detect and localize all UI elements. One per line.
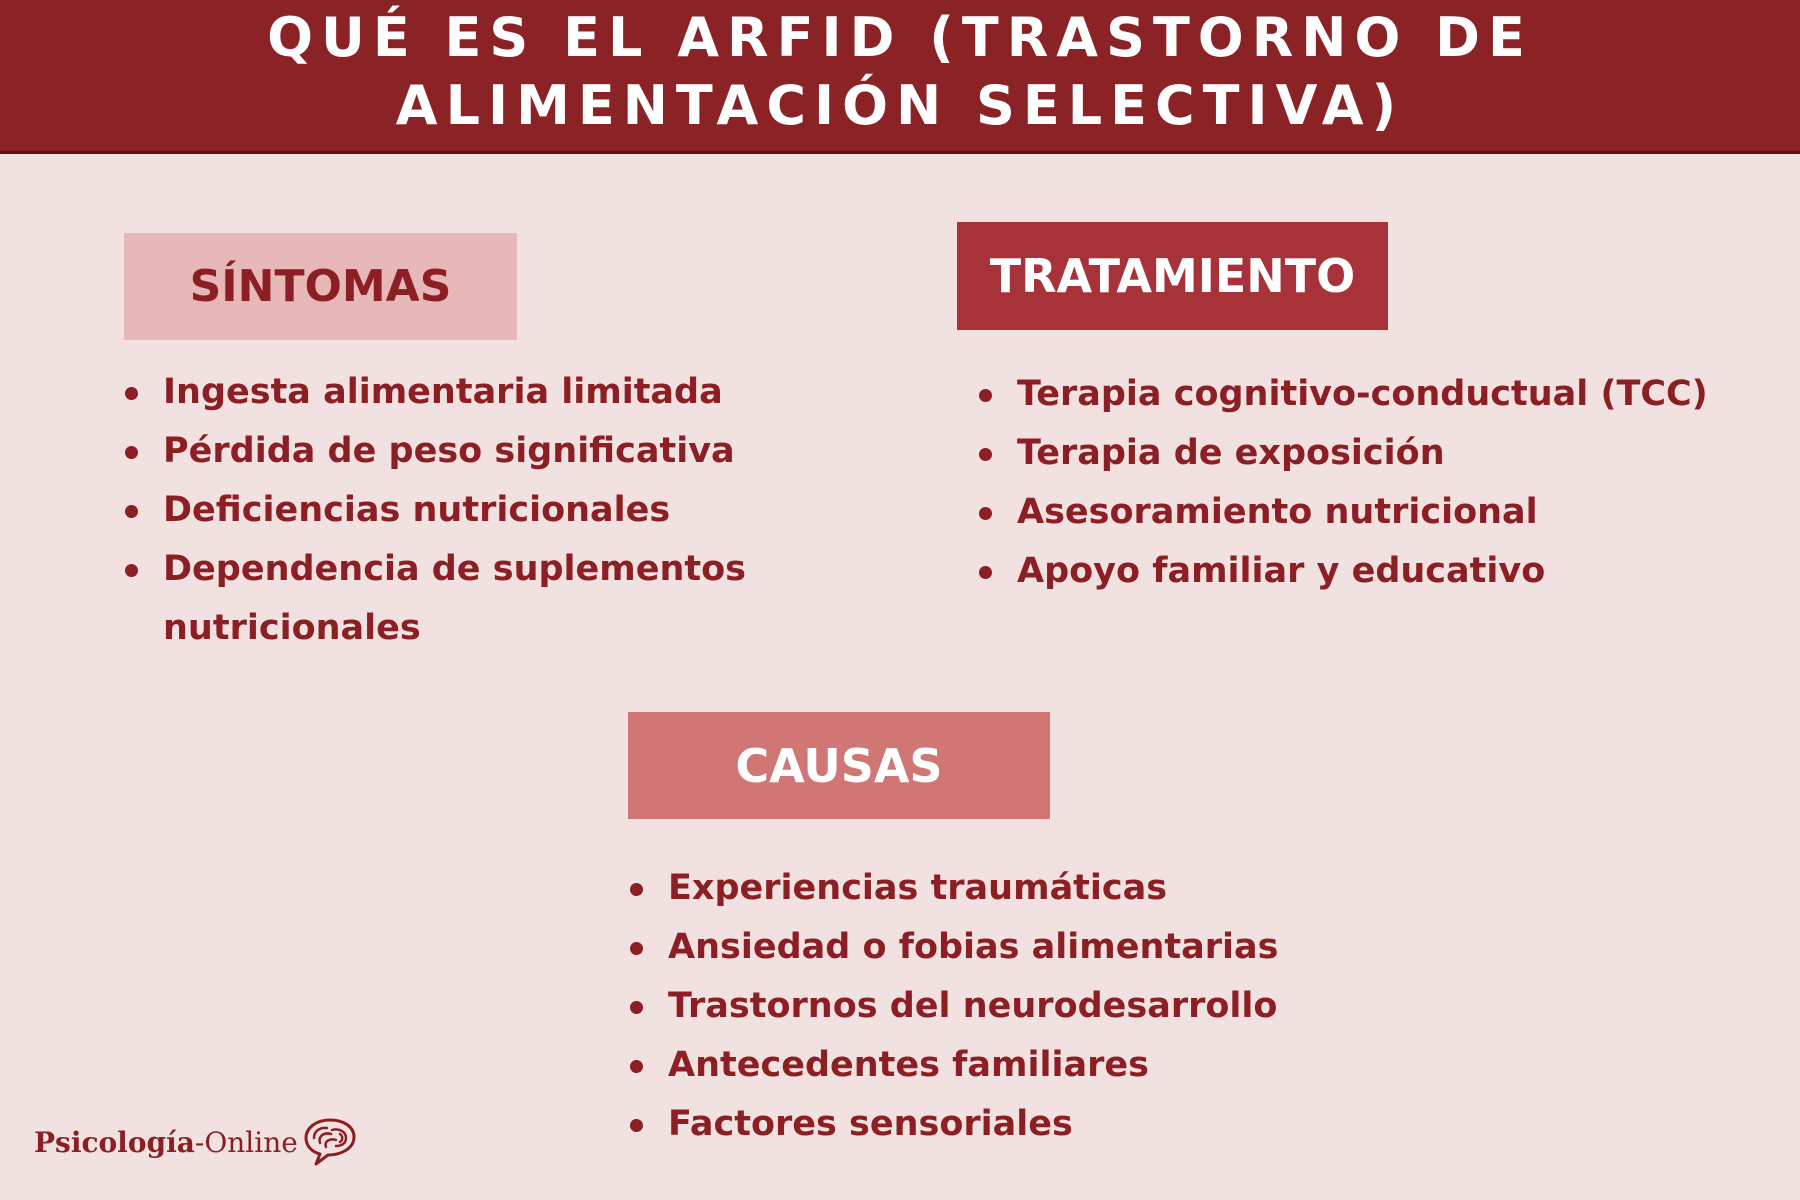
sintomas-list [125,363,765,658]
list-item: Experiencias traumáticas [630,859,1390,918]
header-banner [0,0,1800,154]
brand-logo [34,1115,358,1169]
list-item: Asesoramiento nutricional [979,483,1759,542]
list-item: Apoyo familiar y educativo [979,542,1759,601]
causas-heading: CAUSAS [628,712,1050,819]
tratamiento-list [979,365,1759,601]
list-item: Pérdida de peso significativa [125,422,765,481]
list-item: Factores sensoriales [630,1095,1390,1154]
page-title: QUÉ ES EL ARFID (TRASTORNO DE ALIMENTACIÓN SELECTIVA) [267,6,1533,137]
list-item: Deficiencias nutricionales [125,481,765,540]
brand-name [34,1126,298,1159]
list-item: Ansiedad o fobias alimentarias [630,918,1390,977]
list-item: Antecedentes familiares [630,1036,1390,1095]
brain-speech-bubble-icon [302,1116,358,1168]
list-item: Dependencia de suplementos nutricionales [125,540,765,658]
list-item: Ingesta alimentaria limitada [125,363,765,422]
tratamiento-heading: TRATAMIENTO [957,222,1388,330]
causas-list [630,859,1390,1154]
brand-name-part2: -Online [194,1125,298,1159]
sintomas-heading: SÍNTOMAS [124,233,517,340]
list-item: Terapia cognitivo-conductual (TCC) [979,365,1759,424]
list-item: Trastornos del neurodesarrollo [630,977,1390,1036]
list-item: Terapia de exposición [979,424,1759,483]
brand-name-part1: Psicología [34,1125,195,1159]
